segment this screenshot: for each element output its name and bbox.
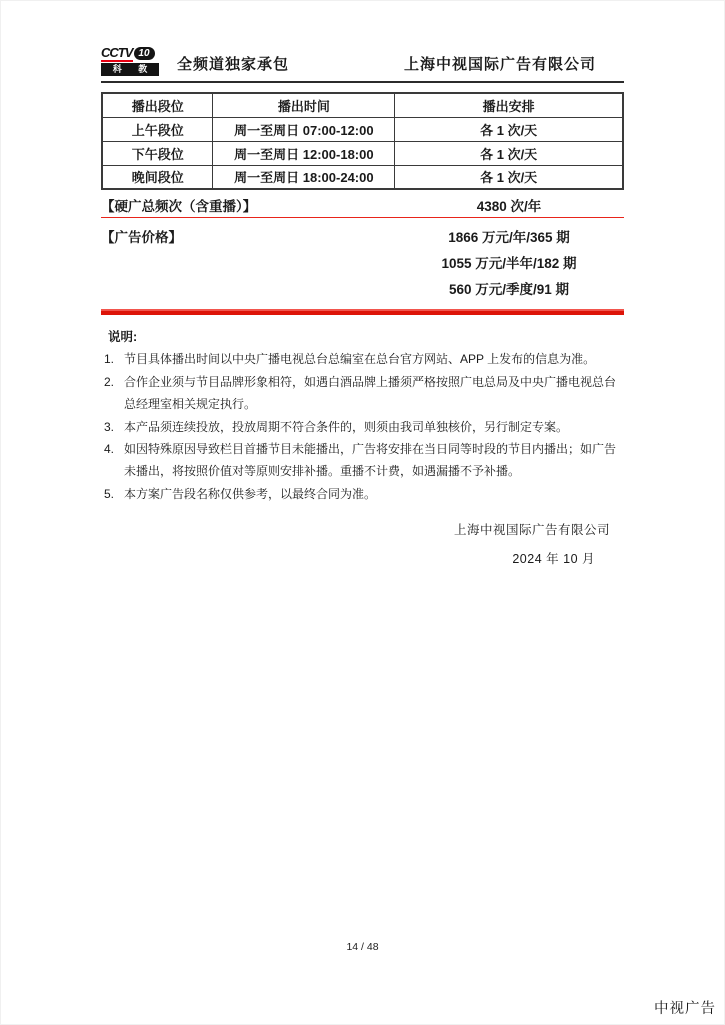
notes-title: 说明: xyxy=(108,330,138,344)
table-header-row xyxy=(102,93,623,117)
schedule-table xyxy=(101,92,624,190)
header-subtitle: 全频道独家承包 xyxy=(177,56,290,73)
page-header xyxy=(101,45,624,83)
total-frequency-value: 4380 次/年 xyxy=(476,198,542,214)
notes-section xyxy=(101,326,624,505)
cctv-logo-top xyxy=(101,45,165,62)
note-number: 2. xyxy=(104,374,115,389)
list-item xyxy=(101,483,624,505)
table-cell: 上午段位 xyxy=(102,117,213,141)
thick-red-divider xyxy=(101,309,624,315)
channel-name-bar: 科 教 xyxy=(101,63,159,76)
price-option-quarter: 560 万元/季度/91 期 xyxy=(448,282,570,297)
list-item xyxy=(101,371,624,416)
list-item xyxy=(101,438,624,483)
channel-10-badge: 10 xyxy=(134,47,154,60)
cctv-wordmark: CCTV xyxy=(101,44,133,60)
table-cell: 周一至周日 12:00-18:00 xyxy=(213,141,395,165)
total-frequency-row xyxy=(101,192,624,218)
col-header-arrangement: 播出安排 xyxy=(395,93,623,117)
table-row xyxy=(102,117,623,141)
note-number: 3. xyxy=(104,419,115,434)
cctv-logo xyxy=(101,45,165,76)
price-option-halfyear: 1055 万元/半年/182 期 xyxy=(441,256,577,271)
table-cell: 各 1 次/天 xyxy=(395,141,623,165)
page-content xyxy=(1,1,724,574)
note-text: 本方案广告段名称仅供参考，以最终合同为准。 xyxy=(124,486,377,501)
note-number: 1. xyxy=(104,352,115,367)
table-cell: 下午段位 xyxy=(102,141,213,165)
signature-date: 2024 年 10 月 xyxy=(512,552,595,567)
note-number: 4. xyxy=(104,442,115,457)
list-item xyxy=(101,416,624,438)
table-cell: 各 1 次/天 xyxy=(395,165,623,189)
note-number: 5. xyxy=(104,486,115,501)
header-company: 上海中视国际广告有限公司 xyxy=(403,56,596,73)
corner-watermark: 中视广告 xyxy=(654,1001,716,1017)
table-cell: 晚间段位 xyxy=(102,165,213,189)
price-option-year: 1866 万元/年/365 期 xyxy=(448,230,570,245)
col-header-slot: 播出段位 xyxy=(102,93,213,117)
table-row xyxy=(102,165,623,189)
ad-price-options xyxy=(394,225,624,303)
table-cell: 周一至周日 07:00-12:00 xyxy=(213,117,395,141)
table-cell: 各 1 次/天 xyxy=(395,117,623,141)
ad-price-section xyxy=(101,218,624,309)
col-header-time: 播出时间 xyxy=(213,93,395,117)
table-cell: 周一至周日 18:00-24:00 xyxy=(213,165,395,189)
note-text: 如因特殊原因导致栏目首播节目未能播出，广告将安排在当日同等时段的节目内播出；如广告未播出，将按照价值对等原则安排补播。重播不计费，如遇漏播不予补播。 xyxy=(124,442,617,479)
note-text: 节目具体播出时间以中央广播电视总台总编室在总台官方网站、APP 上发布的信息为准。 xyxy=(124,352,596,367)
total-frequency-label: 【硬广总频次（含重播）】 xyxy=(101,198,257,214)
list-item xyxy=(101,348,624,370)
page-number: 14 / 48 xyxy=(346,941,379,953)
note-text: 合作企业须与节目品牌形象相符，如遇白酒品牌上播须严格按照广电总局及中央广播电视总台总经理室相关规定执行。 xyxy=(124,374,617,412)
signature-company: 上海中视国际广告有限公司 xyxy=(453,523,610,538)
signature-block xyxy=(101,516,624,574)
table-row xyxy=(102,141,623,165)
note-text: 本产品须连续投放，投放周期不符合条件的，则须由我司单独核价，另行制定专案。 xyxy=(124,419,569,434)
ad-price-label: 【广告价格】 xyxy=(101,230,182,245)
